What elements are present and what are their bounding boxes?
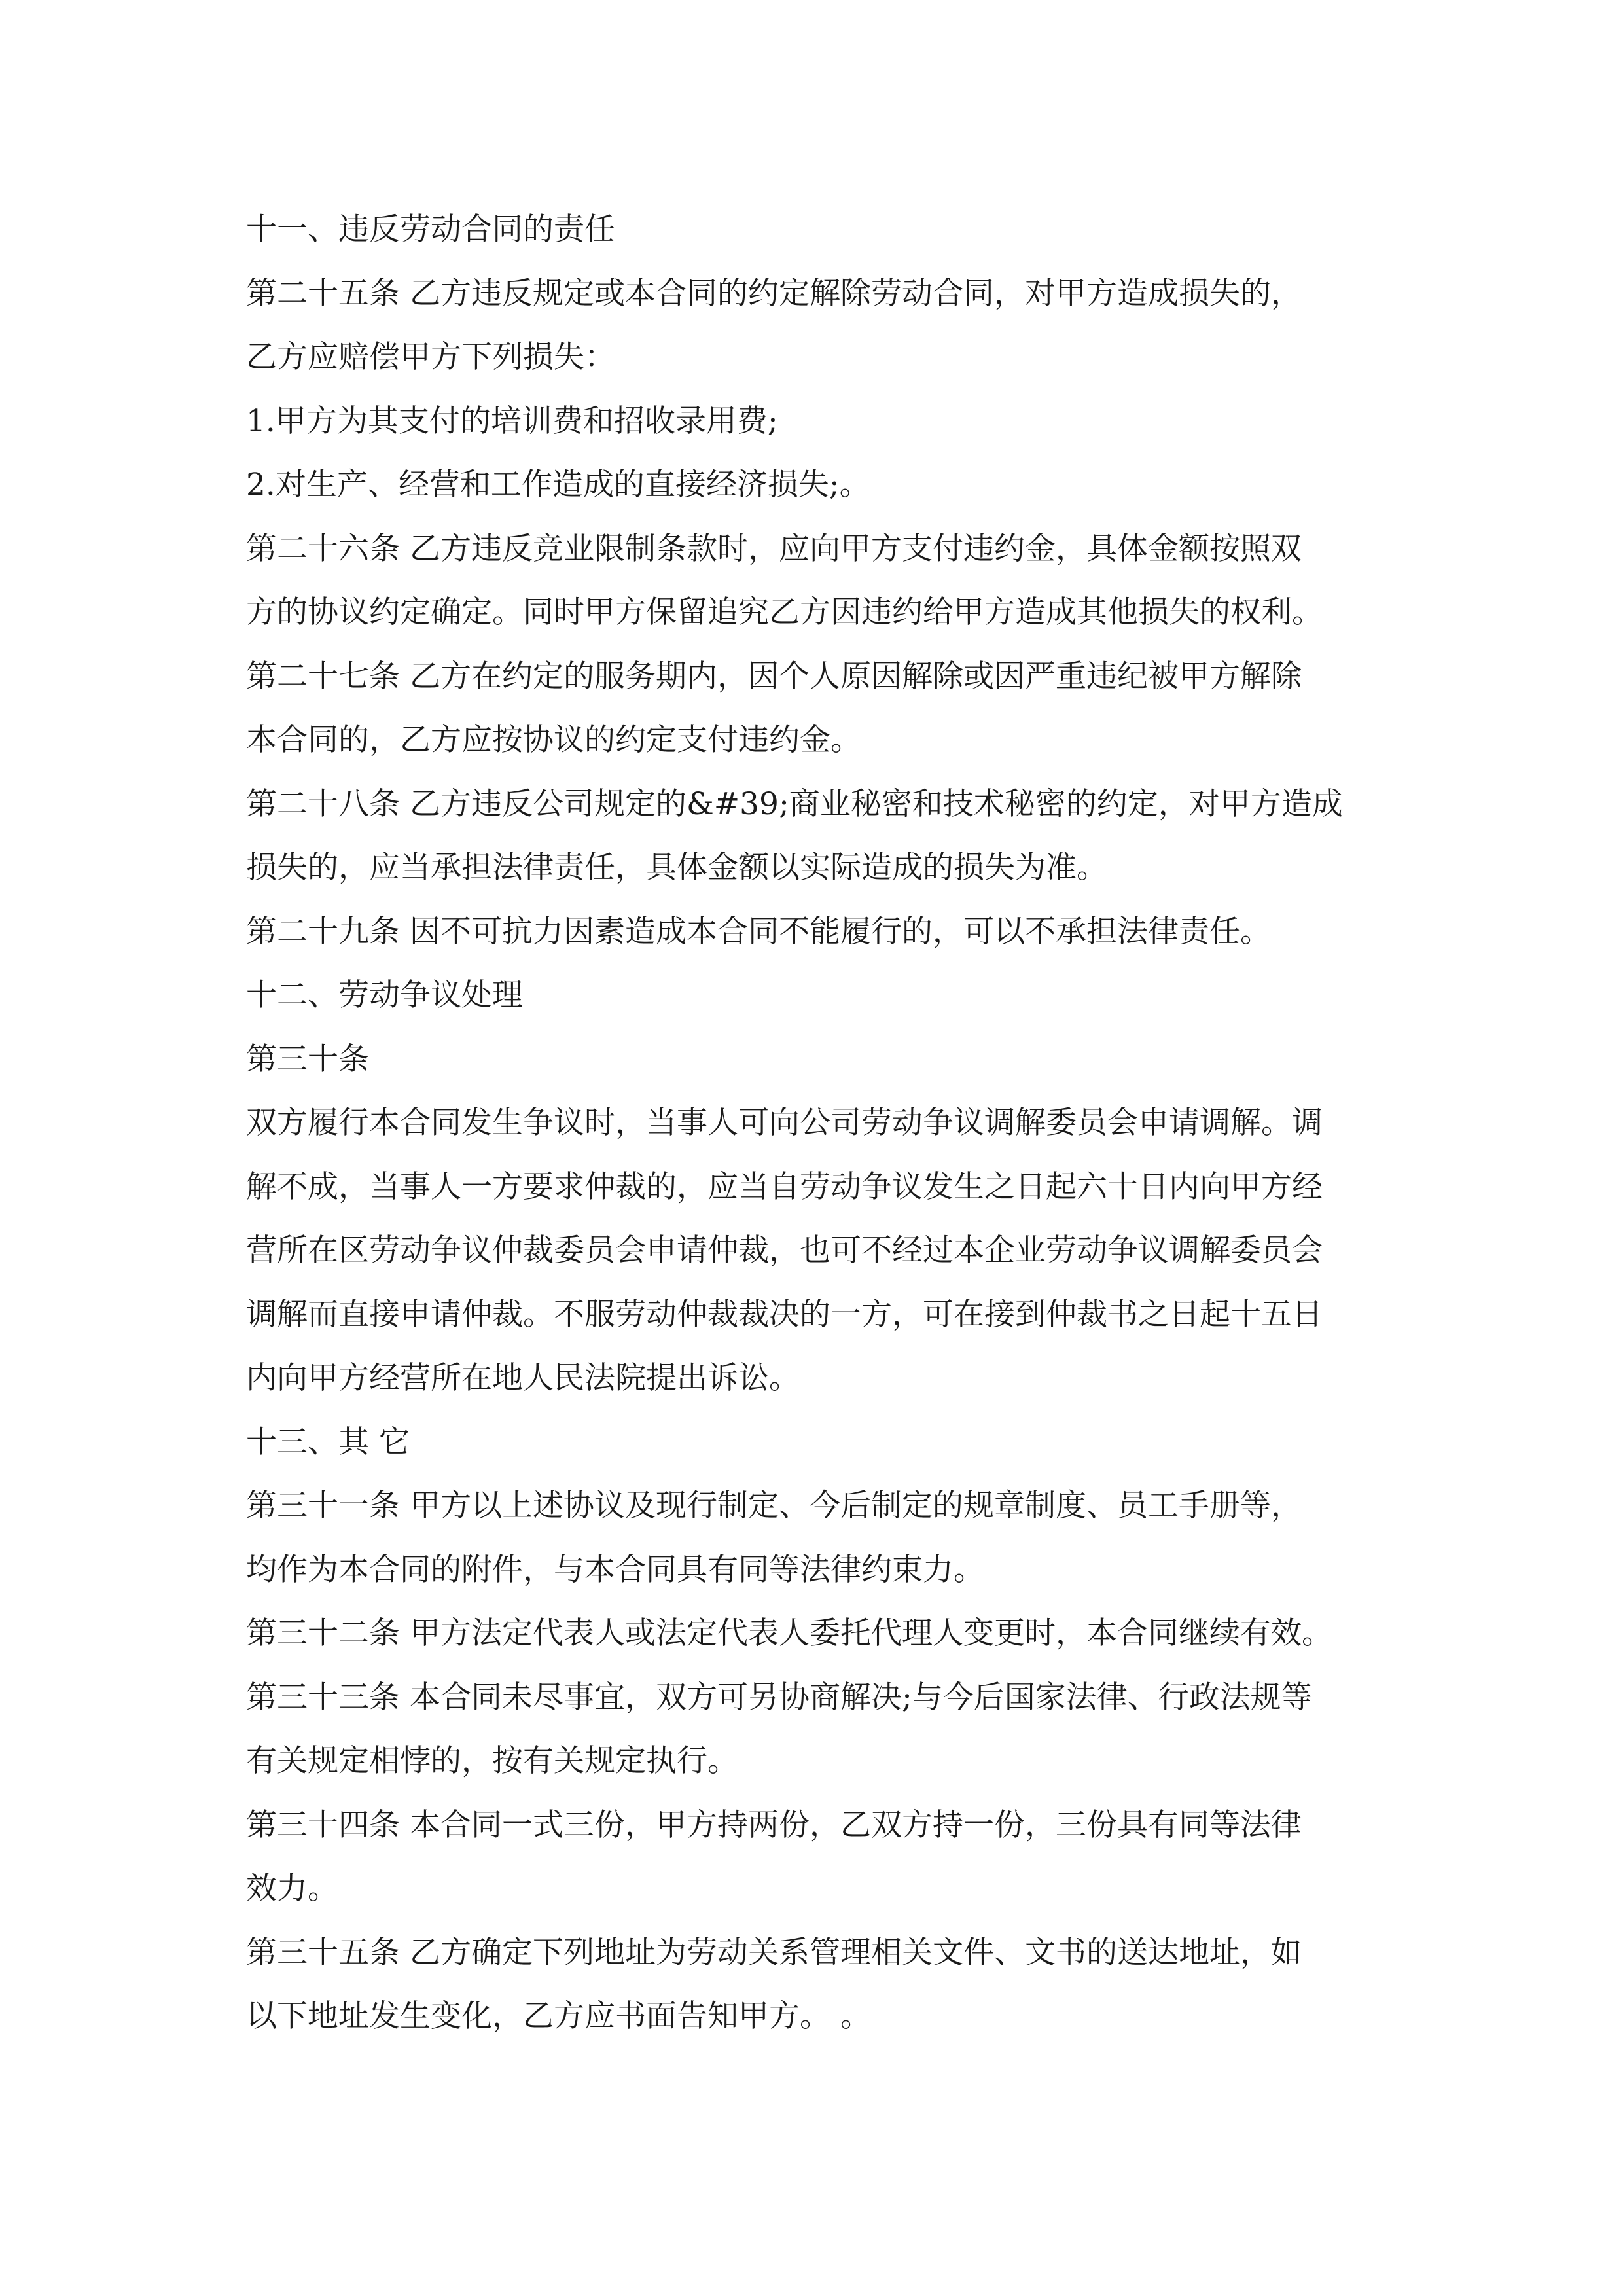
article-35-line-1: 第三十五条 乙方确定下列地址为劳动关系管理相关文件、文书的送达地址，如 [246,1934,1302,1971]
article-30-line-2: 解不成，当事人一方要求仲裁的，应当自劳动争议发生之日起六十日内向甲方经 [246,1168,1323,1205]
article-30-line-4: 调解而直接申请仲裁。不服劳动仲裁裁决的一方，可在接到仲裁书之日起十五日 [246,1296,1323,1333]
article-33-line-1: 第三十三条 本合同未尽事宜，双方可另协商解决;与今后国家法律、行政法规等 [246,1679,1312,1715]
article-30-heading: 第三十条 [246,1041,369,1077]
article-34-line-2: 效力。 [246,1871,338,1907]
article-33-line-2: 有关规定相悖的，按有关规定执行。 [246,1743,738,1779]
article-26-line-1: 第二十六条 乙方违反竞业限制条款时，应向甲方支付违约金，具体金额按照双 [246,530,1302,567]
article-31-line-1: 第三十一条 甲方以上述协议及现行制定、今后制定的规章制度、员工手册等， [246,1488,1302,1524]
article-30-line-3: 营所在区劳动争议仲裁委员会申请仲裁，也可不经过本企业劳动争议调解委员会 [246,1232,1323,1268]
article-25-line-1: 第二十五条 乙方违反规定或本合同的约定解除劳动合同，对甲方造成损失的， [246,275,1302,312]
section-heading-12: 十二、劳动争议处理 [246,977,523,1013]
article-32-line-1: 第三十二条 甲方法定代表人或法定代表人委托代理人变更时，本合同继续有效。 [246,1615,1332,1651]
article-25-item-2: 2.对生产、经营和工作造成的直接经济损失;。 [246,467,870,503]
article-28-line-2: 损失的，应当承担法律责任，具体金额以实际造成的损失为准。 [246,850,1107,886]
article-30-line-1: 双方履行本合同发生争议时，当事人可向公司劳动争议调解委员会申请调解。调 [246,1105,1323,1141]
article-26-line-2: 方的协议约定确定。同时甲方保留追究乙方因违约给甲方造成其他损失的权利。 [246,594,1323,630]
article-25-item-1: 1.甲方为其支付的培训费和招收录用费; [246,403,778,439]
section-heading-11: 十一、违反劳动合同的责任 [246,211,615,247]
article-28-line-1: 第二十八条 乙方违反公司规定的&#39;商业秘密和技术秘密的约定，对甲方造成 [246,785,1343,822]
section-heading-13: 十三、其 它 [246,1424,410,1460]
article-27-line-2: 本合同的，乙方应按协议的约定支付违约金。 [246,722,861,758]
article-31-line-2: 均作为本合同的附件，与本合同具有同等法律约束力。 [246,1551,984,1588]
article-30-line-5: 内向甲方经营所在地人民法院提出诉讼。 [246,1360,800,1396]
article-34-line-1: 第三十四条 本合同一式三份，甲方持两份，乙双方持一份，三份具有同等法律 [246,1806,1302,1843]
document-body [246,198,1418,2049]
article-35-line-2: 以下地址发生变化，乙方应书面告知甲方。 。 [246,1998,871,2034]
article-25-line-2: 乙方应赔偿甲方下列损失： [246,339,615,375]
article-29-line-1: 第二十九条 因不可抗力因素造成本合同不能履行的，可以不承担法律责任。 [246,913,1271,950]
article-27-line-1: 第二十七条 乙方在约定的服务期内，因个人原因解除或因严重违纪被甲方解除 [246,658,1302,694]
